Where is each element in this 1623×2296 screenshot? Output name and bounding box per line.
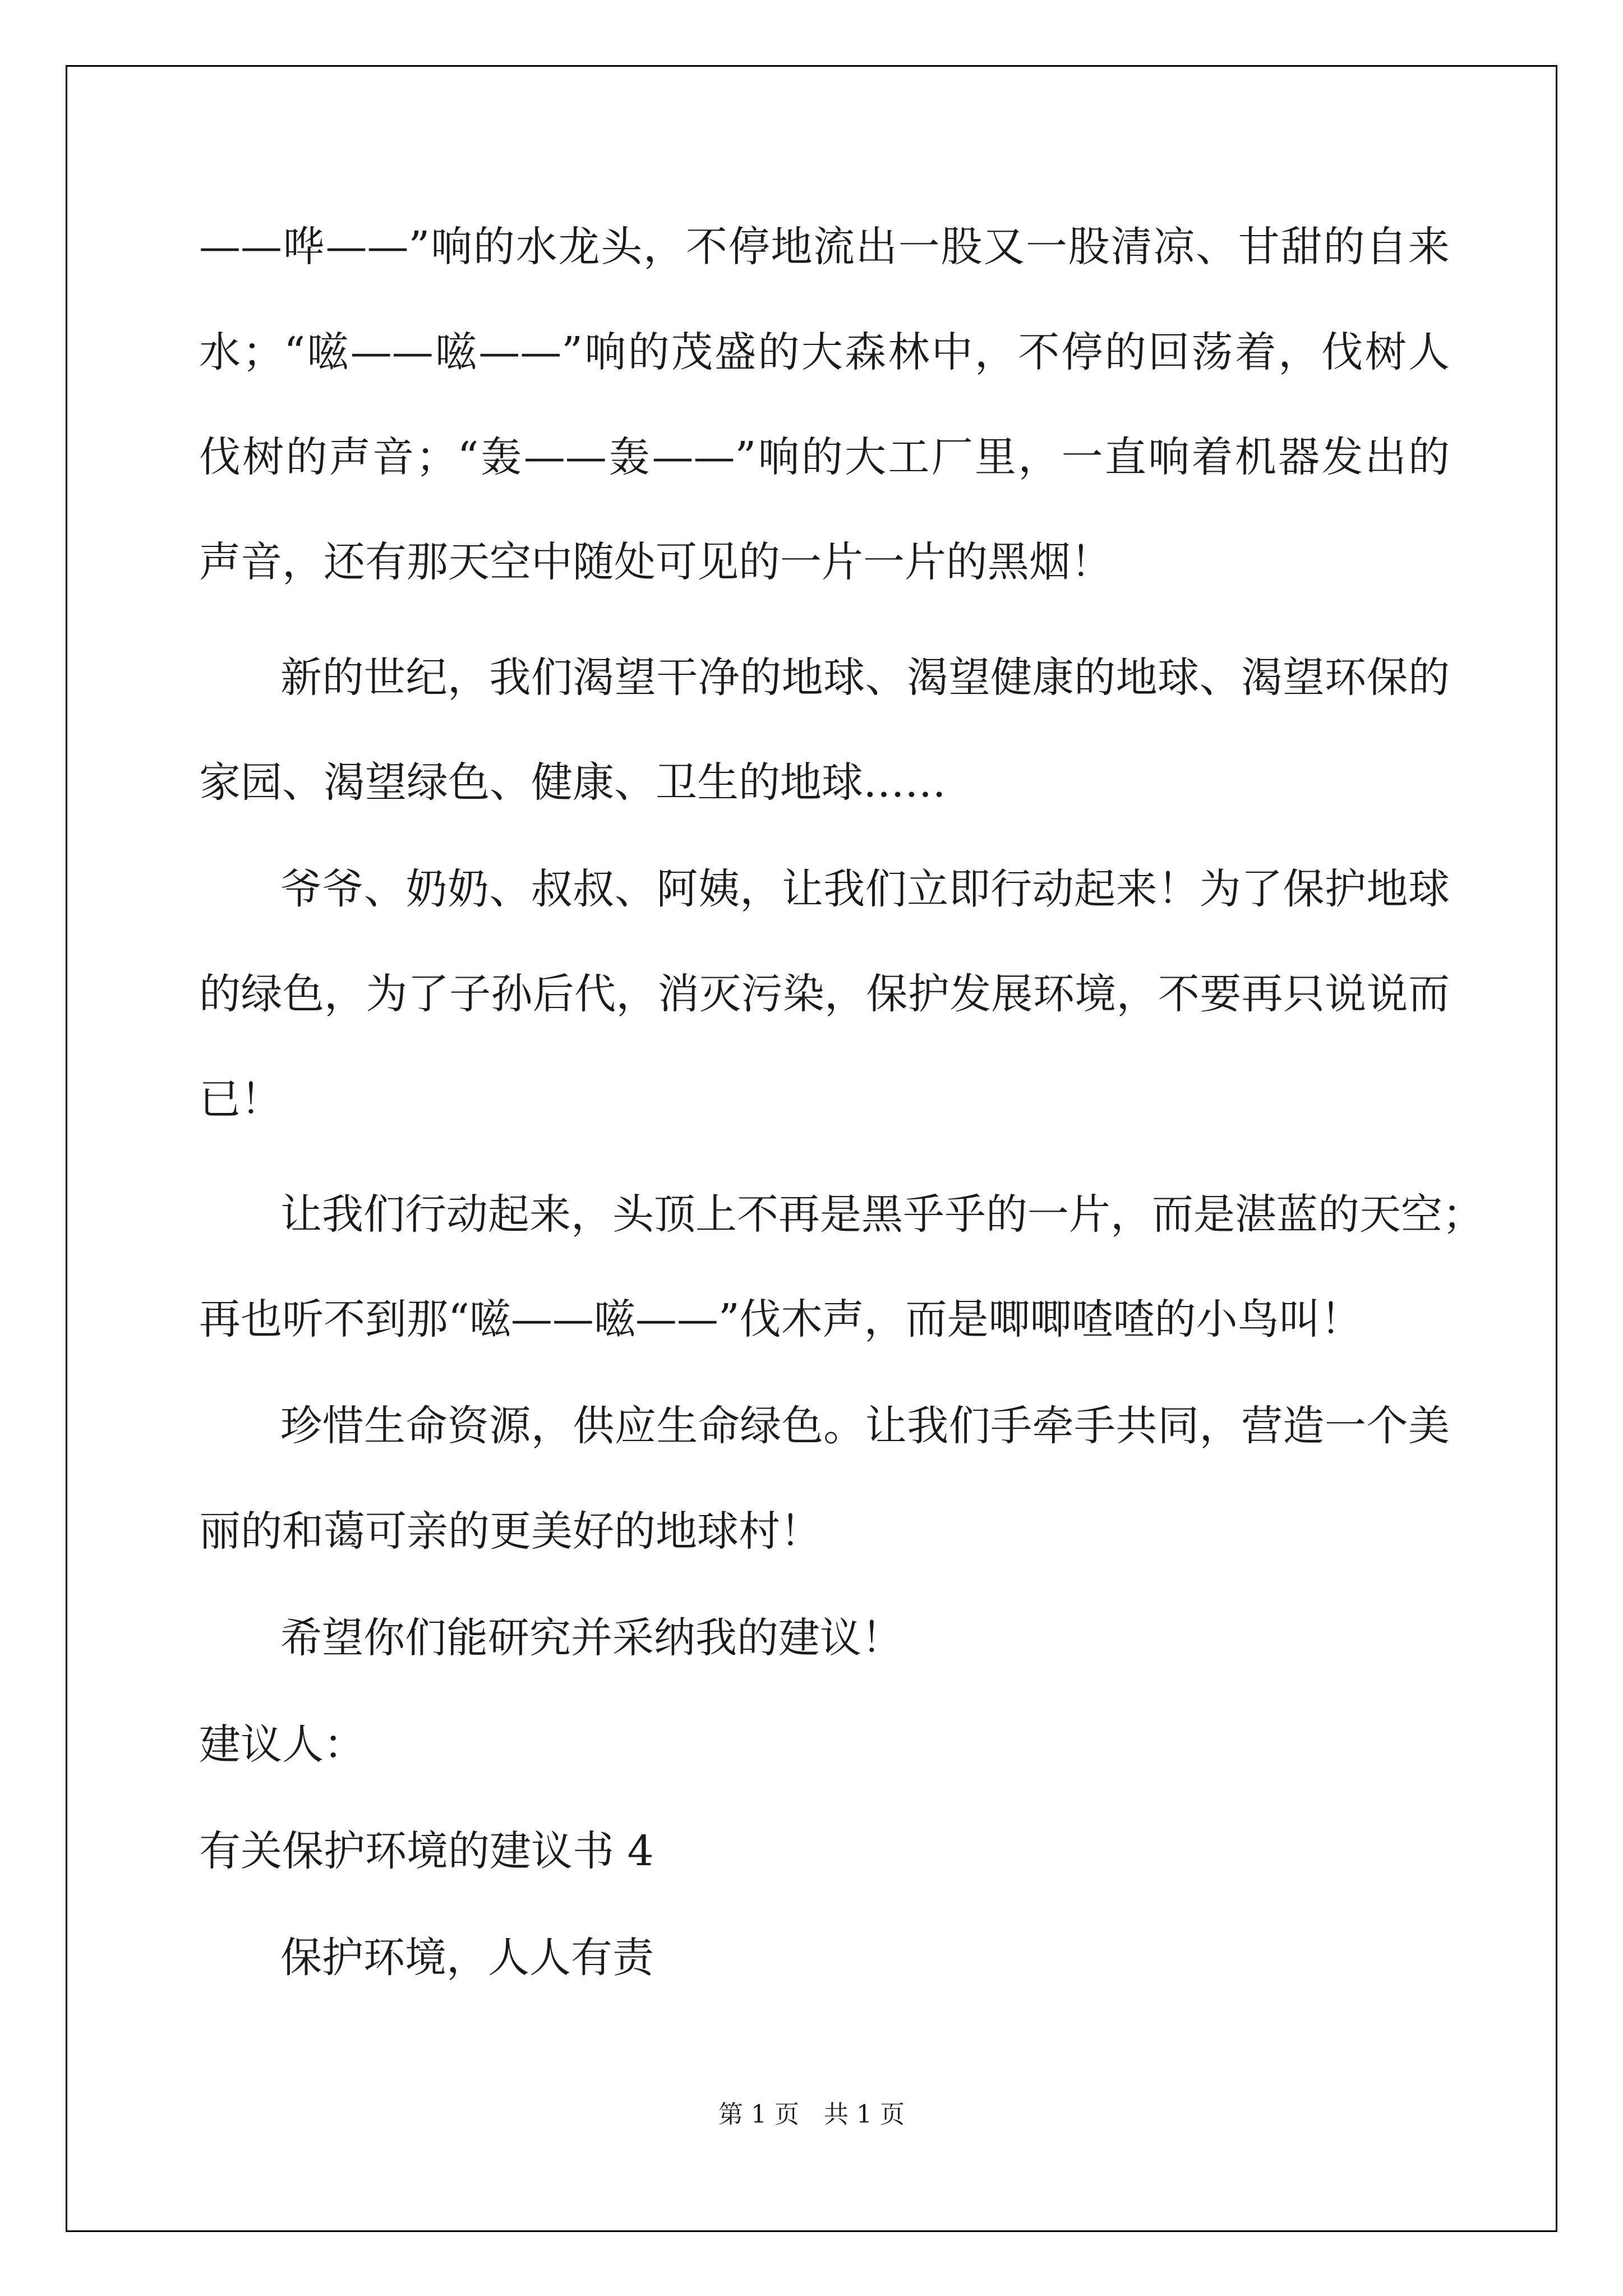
paragraph-start: 希望你们能研究并采纳我的建议！ (280, 1614, 903, 1662)
page-border (66, 65, 1557, 2232)
section-title: 有关保护环境的建议书 4 (199, 1827, 654, 1875)
text-line: 再也听不到那“嗞——嗞——”伐木声，而是唧唧喳喳的小鸟叫！ (199, 1295, 1362, 1343)
text-line: 伐树的声音；“轰——轰——”响的大工厂里，一直响着机器发出的 (199, 433, 1450, 481)
text-line: 丽的和蔼可亲的更美好的地球村！ (199, 1507, 822, 1556)
paragraph-start: 新的世纪，我们渴望干净的地球、渴望健康的地球、渴望环保的 (280, 654, 1450, 702)
paragraph-start: 珍惜生命资源，供应生命绿色。让我们手牵手共同，营造一个美 (280, 1402, 1450, 1450)
paragraph-start: 保护环境，人人有责 (280, 1934, 654, 1982)
signature-label: 建议人： (199, 1720, 365, 1769)
text-line: 水；“嗞——嗞——”响的茂盛的大森林中，不停的回荡着，伐树人 (199, 328, 1450, 376)
text-line: 已！ (199, 1075, 282, 1124)
paragraph-start: 爷爷、奶奶、叔叔、阿姨，让我们立即行动起来！为了保护地球 (280, 865, 1450, 913)
text-line: 声音，还有那天空中随处可见的一片一片的黑烟！ (199, 538, 1112, 586)
text-line: 家园、渴望绿色、健康、卫生的地球…… (199, 758, 946, 807)
text-line: 的绿色，为了子孙后代，消灭污染，保护发展环境，不要再只说说而 (199, 970, 1450, 1018)
text-line: ——哗——”响的水龙头，不停地流出一股又一股清凉、甘甜的自来 (199, 223, 1450, 271)
paragraph-start: 让我们行动起来，头顶上不再是黑乎乎的一片，而是湛蓝的天空； (280, 1190, 1484, 1239)
page-footer: 第 1 页 共 1 页 (718, 2100, 905, 2129)
